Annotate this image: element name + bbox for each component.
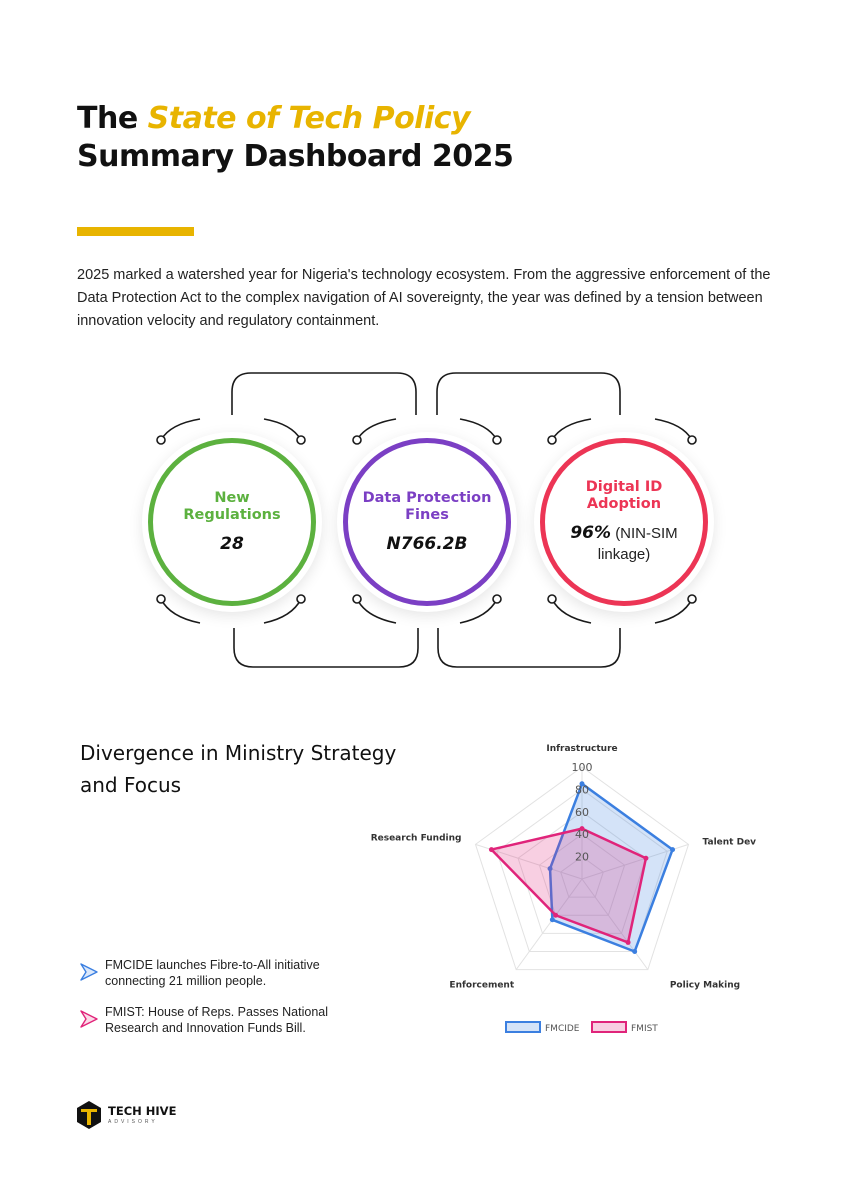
radar-point-fmcide <box>632 949 637 954</box>
radar-legend-label: FMCIDE <box>545 1024 580 1034</box>
radar-axis-label: Infrastructure <box>546 744 618 754</box>
news-item-fmcide <box>78 957 338 989</box>
stat-value: 28 <box>220 534 244 554</box>
news-item-fmist <box>78 1004 338 1036</box>
stat-circle-new-regulations <box>148 438 316 606</box>
radar-legend-swatch <box>506 1022 540 1032</box>
news-text: FMCIDE launches Fibre-to-All initiative connecting 21 million people. <box>105 958 320 988</box>
section-title: Divergence in Ministry Strategy and Focus <box>80 741 397 797</box>
stat-circle-data-protection-fines <box>343 438 511 606</box>
stat-label: Digital ID Adoption <box>585 479 663 512</box>
stat-circle-digital-id-adoption <box>540 438 708 606</box>
radar-legend-swatch <box>592 1022 626 1032</box>
stat-value: 96% <box>570 523 612 543</box>
radar-chart <box>360 735 800 1045</box>
radar-point-fmist <box>626 940 631 945</box>
stat-value-row <box>564 523 684 565</box>
tech-hive-logo <box>76 1100 176 1130</box>
stat-label: New Regulations <box>183 490 281 523</box>
stat-value: N766.2B <box>386 534 468 554</box>
logo-name: TECH HIVE <box>108 1103 177 1118</box>
radar-tick-label: 20 <box>575 850 589 864</box>
radar-tick-label: 80 <box>575 783 589 797</box>
radar-tick-label: 40 <box>575 828 589 842</box>
radar-point-fmcide <box>670 847 675 852</box>
radar-tick-label: 60 <box>575 805 589 819</box>
radar-axis-label: Talent Dev <box>702 837 757 848</box>
stat-value-note: (NIN-SIM linkage) <box>597 525 678 563</box>
radar-legend-label: FMIST <box>631 1024 658 1034</box>
logo-subtitle: ADVISORY <box>108 1118 158 1125</box>
radar-point-fmist <box>643 856 648 861</box>
radar-point-fmist <box>553 913 558 918</box>
radar-point-fmist <box>489 847 494 852</box>
intro-paragraph: 2025 marked a watershed year for Nigeria's technology ecosystem. From the aggressive enforcement of the Data Protection Act to the complex navigation of AI sovereignty, the year was defined by a tension between innovation velocity and regulatory containment. <box>77 267 771 329</box>
radar-axis-label: Research Funding <box>370 833 462 844</box>
chevron-arrow-icon <box>78 1008 100 1030</box>
title-accent: State of Tech Policy <box>147 101 471 136</box>
radar-tick-label: 100 <box>571 761 593 774</box>
news-text: FMIST: House of Reps. Passes National Research and Innovation Funds Bill. <box>105 1005 329 1035</box>
radar-axis-label: Policy Making <box>669 980 741 991</box>
radar-axis-label: Enforcement <box>449 980 515 991</box>
title-prefix: The <box>77 101 138 136</box>
radar-point-fmcide <box>550 917 555 922</box>
chevron-arrow-icon <box>78 961 100 983</box>
hive-logo-icon <box>76 1100 102 1130</box>
stat-label: Data Protection Fines <box>362 490 492 523</box>
title-line-2: Summary Dashboard 2025 <box>77 139 514 174</box>
